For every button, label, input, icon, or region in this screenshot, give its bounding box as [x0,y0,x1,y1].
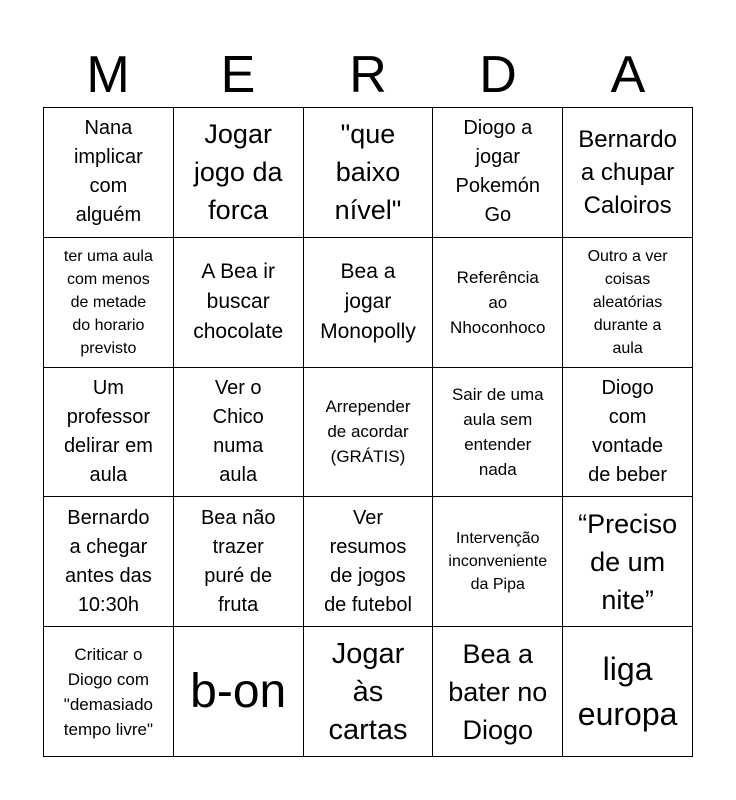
cell-text: ter uma aula com menos de metade do horario previsto [63,247,153,357]
cell-text: “Preciso de um nite” [578,508,678,615]
cell-text: Criticar o Diogo com "demasiado tempo livre" [63,644,153,739]
title-letter-e: E [220,46,256,104]
cell-text: Jogar jogo da forca [193,119,283,226]
cell-text: Um professor delirar em aula [63,376,153,486]
bingo-cell[interactable] [44,238,174,368]
bingo-cell[interactable] [433,238,563,368]
cell-text: Arrepender de acordar (GRÁTIS) [325,397,411,467]
bingo-cell[interactable] [44,497,174,627]
title-letter-a: A [610,46,646,104]
bingo-cell[interactable] [304,627,434,757]
cell-text: A Bea ir buscar chocolate [193,260,284,344]
bingo-cell[interactable] [433,108,563,238]
cell-text: Nana implicar com alguém [73,117,143,227]
cell-text: Intervenção inconveniente da Pipa [448,530,548,594]
title-letter-d: D [479,46,517,104]
bingo-cell[interactable] [174,108,304,238]
bingo-cell[interactable] [304,238,434,368]
cell-text: Referência ao Nhoconhoco [450,267,546,337]
bingo-grid [43,107,693,757]
bingo-cell[interactable] [433,497,563,627]
cell-text: Ver o Chico numa aula [212,376,264,486]
cell-text: Sair de uma aula sem entender nada [451,384,544,479]
bingo-cell[interactable] [563,238,693,368]
bingo-cell[interactable] [563,497,693,627]
cell-text: Bea a bater no Diogo [448,638,548,745]
title-letter-m: M [86,46,130,104]
bingo-cell[interactable] [174,368,304,498]
bingo-cell[interactable] [44,368,174,498]
bingo-cell[interactable] [563,108,693,238]
bingo-cell[interactable] [563,627,693,757]
bingo-cell[interactable] [433,627,563,757]
bingo-cell[interactable] [304,497,434,627]
bingo-cell[interactable] [44,108,174,238]
bingo-cell[interactable] [174,238,304,368]
cell-text: Jogar às cartas [328,637,408,746]
bingo-cell[interactable] [304,368,434,498]
title-letter-r: R [349,46,387,104]
cell-text: Bea não trazer puré de fruta [200,506,276,616]
cell-text: Outro a ver coisas aleatórias durante a aula [587,247,668,357]
cell-text: Bernardo a chegar antes das 10:30h [65,506,152,616]
cell-text: Ver resumos de jogos de futebol [324,506,412,616]
cell-text: b-on [190,664,287,718]
bingo-cell[interactable] [433,368,563,498]
bingo-title [43,44,693,106]
cell-text: liga europa [577,650,678,732]
cell-text: Diogo a jogar Pokemón Go [455,117,541,227]
cell-text: Bea a jogar Monopolly [320,260,416,344]
cell-text: Diogo com vontade de beber [588,376,668,486]
bingo-cell[interactable] [174,497,304,627]
cell-text: "que baixo nível" [334,119,402,226]
bingo-cell[interactable] [304,108,434,238]
cell-text: Bernardo a chupar Caloiros [578,125,677,219]
bingo-cell[interactable] [174,627,304,757]
bingo-cell[interactable] [563,368,693,498]
bingo-cell[interactable] [44,627,174,757]
